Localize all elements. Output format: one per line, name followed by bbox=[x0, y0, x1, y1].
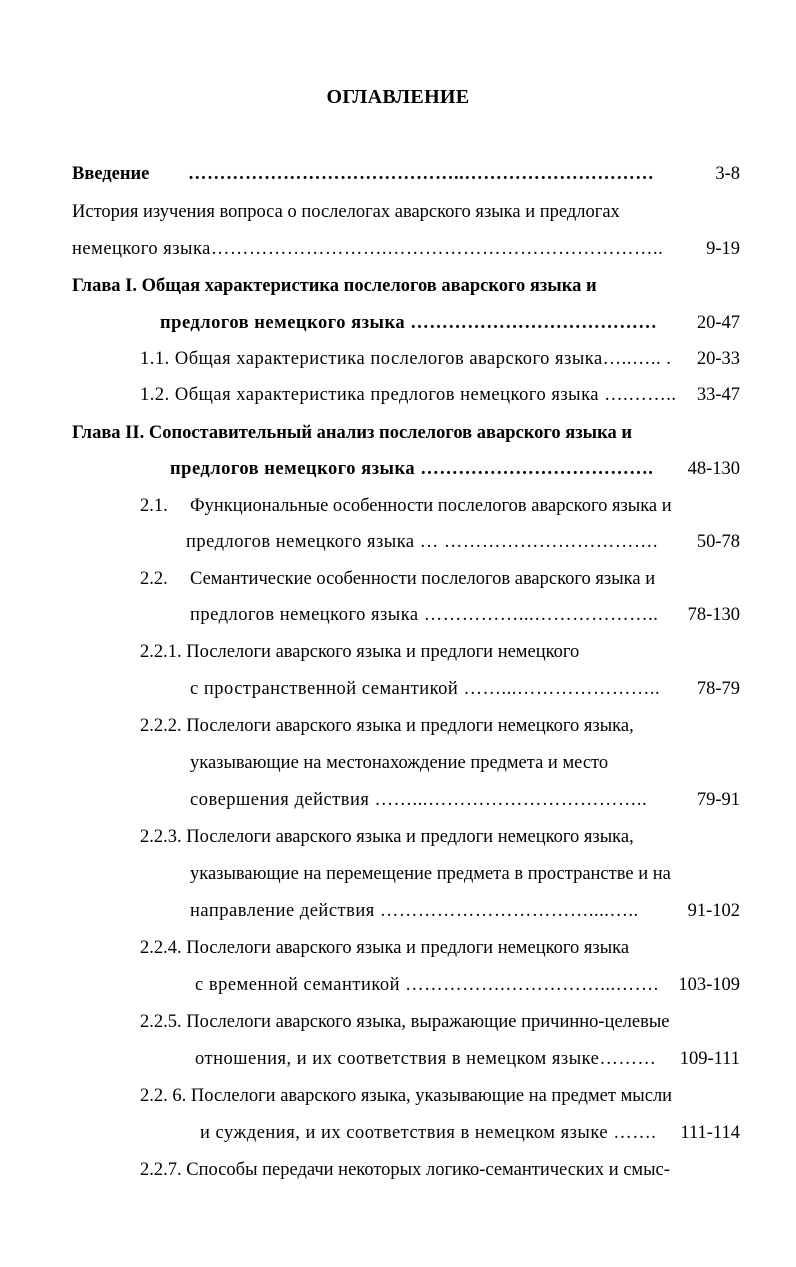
toc-2-2-4-pages: 103-109 bbox=[678, 975, 740, 995]
toc-entry-history bbox=[72, 237, 740, 261]
toc-2-2-3-line1: 2.2.3. Послелоги аварского языка и предлоги немецкого языка, bbox=[140, 827, 634, 847]
toc-entry-2-2-5 bbox=[195, 1047, 740, 1071]
toc-2-2-2-line1: 2.2.2. Послелоги аварского языка и предлоги немецкого языка, bbox=[140, 716, 634, 736]
toc-2-2-7-line1: 2.2.7. Способы передачи некоторых логико-семантических и смыс- bbox=[140, 1160, 670, 1180]
toc-2-2-pages: 78-130 bbox=[687, 605, 740, 625]
toc-2-2-3-line3: направление действия ……………………………....….. bbox=[190, 901, 639, 921]
toc-intro-pages: 3-8 bbox=[715, 164, 740, 184]
toc-entry-intro bbox=[72, 162, 740, 186]
toc-2-2-6-line2: и суждения, и их соответствия в немецком языке ……. bbox=[200, 1123, 657, 1143]
toc-entry-2-2-3 bbox=[190, 899, 740, 923]
toc-2-2-3-line2: указывающие на перемещение предмета в пространстве и на bbox=[190, 864, 671, 884]
toc-history-pages: 9-19 bbox=[706, 239, 740, 259]
page-title: ОГЛАВЛЕНИЕ bbox=[326, 86, 470, 108]
toc-intro-label: Введение bbox=[72, 164, 150, 184]
toc-ch2-line1: Глава II. Сопоставительный анализ послелогов аварского языка и bbox=[72, 423, 632, 443]
toc-2-2-num: 2.2. bbox=[140, 569, 168, 589]
toc-2-2-title: Семантические особенности послелогов аварского языка и bbox=[190, 569, 656, 589]
toc-history-line1: История изучения вопроса о послелогах аварского языка и предлогах bbox=[72, 202, 620, 222]
toc-2-1-title: Функциональные особенности послелогов аварского языка и bbox=[190, 496, 672, 516]
toc-history-line2: немецкого языка……………………….…………………………………….. bbox=[72, 239, 664, 259]
toc-2-2-5-pages: 109-111 bbox=[679, 1049, 740, 1069]
toc-2-2-1-line2: с пространственной семантикой ……...………………….. bbox=[190, 679, 661, 699]
toc-ch2-line2: предлогов немецкого языка ………………………………. bbox=[170, 459, 654, 479]
toc-entry-2-2-1 bbox=[190, 677, 740, 701]
toc-2-2-3-pages: 91-102 bbox=[687, 901, 740, 921]
toc-entry-1-2 bbox=[140, 383, 740, 407]
toc-ch2-pages: 48-130 bbox=[687, 459, 740, 479]
toc-2-1-pages: 50-78 bbox=[696, 532, 740, 552]
toc-intro-dots: ……………………………………..………………………… bbox=[188, 164, 655, 184]
toc-1-2-text: 1.2. Общая характеристика предлогов немецкого языка ….…….. bbox=[140, 385, 677, 405]
toc-2-2-line2: предлогов немецкого языка ……………...……………….. bbox=[190, 605, 659, 625]
toc-ch1-pages: 20-47 bbox=[696, 313, 740, 333]
toc-2-1-line1 bbox=[140, 494, 740, 518]
toc-2-2-6-line1: 2.2. 6. Послелоги аварского языка, указывающие на предмет мысли bbox=[140, 1086, 673, 1106]
toc-2-2-1-pages: 78-79 bbox=[696, 679, 740, 699]
toc-2-2-5-line1: 2.2.5. Послелоги аварского языка, выражающие причинно-целевые bbox=[140, 1012, 670, 1032]
toc-2-2-6-pages: 111-114 bbox=[680, 1123, 740, 1143]
toc-2-1-num: 2.1. bbox=[140, 496, 168, 516]
toc-1-1-pages: 20-33 bbox=[696, 349, 740, 369]
toc-2-2-2-pages: 79-91 bbox=[696, 790, 740, 810]
toc-ch1-line2: предлогов немецкого языка ………………………………… bbox=[160, 313, 658, 333]
toc-entry-2-2 bbox=[190, 603, 740, 627]
toc-2-2-line1 bbox=[140, 567, 740, 591]
toc-2-2-2-line2: указывающие на местонахождение предмета и место bbox=[190, 753, 609, 773]
toc-1-2-pages: 33-47 bbox=[696, 385, 740, 405]
toc-entry-2-2-4 bbox=[195, 973, 740, 997]
toc-1-1-text: 1.1. Общая характеристика послелогов аварского языка…..….. . bbox=[140, 349, 672, 369]
toc-2-2-4-line1: 2.2.4. Послелоги аварского языка и предлоги немецкого языка bbox=[140, 938, 630, 958]
toc-2-2-5-line2: отношения, и их соответствия в немецком языке……… bbox=[195, 1049, 657, 1069]
toc-entry-2-1 bbox=[186, 530, 740, 554]
toc-entry-2-2-6 bbox=[200, 1121, 740, 1145]
toc-entry-1-1 bbox=[140, 347, 740, 371]
toc-2-1-line2: предлогов немецкого языка … ……………………………. bbox=[186, 532, 659, 552]
toc-2-2-1-line1: 2.2.1. Послелоги аварского языка и предлоги немецкого bbox=[140, 642, 580, 662]
toc-ch1-line1: Глава I. Общая характеристика послелогов аварского языка и bbox=[72, 276, 597, 296]
toc-entry-2-2-2 bbox=[190, 788, 740, 812]
toc-2-2-4-line2: с временной семантикой …………….……………...……. bbox=[195, 975, 659, 995]
toc-2-2-2-line3: совершения действия ……...…………………………….. bbox=[190, 790, 648, 810]
toc-entry-ch2 bbox=[170, 457, 740, 481]
toc-entry-ch1 bbox=[160, 311, 740, 335]
